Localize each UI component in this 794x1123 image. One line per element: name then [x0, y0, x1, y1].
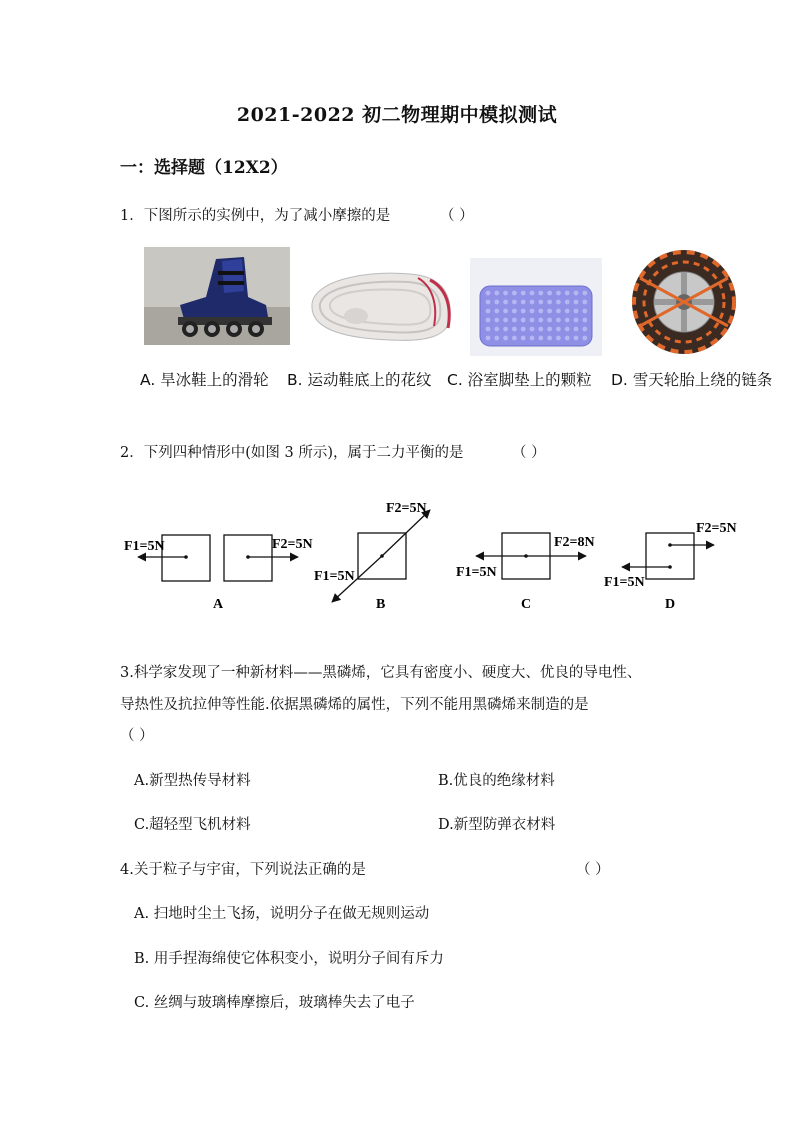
- diagram-c: [456, 533, 595, 612]
- force-label-d2: F2=5N: [696, 521, 737, 536]
- q3-option-b[interactable]: B.优良的绝缘材料: [438, 773, 555, 789]
- section-heading: 一：选择题（12X2）: [120, 158, 288, 178]
- question-4-answer-blank[interactable]: （ ）: [576, 862, 610, 878]
- force-label-b2: F2=5N: [386, 501, 427, 516]
- sneaker-sole-image: [300, 258, 460, 350]
- diagram-d: [604, 521, 737, 612]
- diagram-a: [124, 535, 313, 612]
- force-diagrams: [110, 490, 760, 620]
- block-d: [646, 533, 694, 579]
- diagram-label-c: C: [521, 597, 532, 612]
- roller-skate-image: [144, 247, 290, 345]
- q1-option-a[interactable]: A. 旱冰鞋上的滑轮: [140, 371, 269, 389]
- q1-option-d[interactable]: D. 雪天轮胎上绕的链条: [611, 371, 773, 389]
- diagram-label-b: B: [376, 597, 386, 612]
- diagram-b: [314, 501, 430, 612]
- question-3-line-1: 3.科学家发现了一种新材料——黑磷烯，它具有密度小、硬度大、优良的导电性、: [120, 665, 642, 681]
- force-label-a2: F2=5N: [272, 537, 313, 552]
- question-3-answer-blank[interactable]: （ ）: [120, 728, 154, 744]
- q1-option-b[interactable]: B. 运动鞋底上的花纹: [287, 371, 432, 389]
- question-2-stem: 2．下列四种情形中(如图 3 所示)，属于二力平衡的是: [120, 445, 464, 461]
- force-label-b1: F1=5N: [314, 569, 355, 584]
- diagram-label-d: D: [665, 597, 676, 612]
- force-label-a1: F1=5N: [124, 539, 165, 554]
- q3-option-a[interactable]: A.新型热传导材料: [134, 773, 251, 789]
- question-4-stem: 4.关于粒子与宇宙，下列说法正确的是: [120, 862, 366, 878]
- snow-tire-chain-image: [622, 248, 746, 358]
- q3-option-d[interactable]: D.新型防弹衣材料: [438, 817, 556, 833]
- question-1-answer-blank[interactable]: （ ）: [440, 208, 474, 224]
- q1-option-c[interactable]: C. 浴室脚垫上的颗粒: [447, 371, 592, 389]
- force-label-c2: F2=8N: [554, 535, 595, 550]
- question-2-answer-blank[interactable]: （ ）: [512, 445, 546, 461]
- bath-mat-image: [470, 258, 602, 356]
- force-label-c1: F1=5N: [456, 565, 497, 580]
- page-title: 2021-2022 初二物理期中模拟测试: [236, 104, 558, 126]
- question-3-line-2: 导热性及抗拉伸等性能.依据黑磷烯的属性，下列不能用黑磷烯来制造的是: [120, 697, 589, 713]
- q4-option-a[interactable]: A. 扫地时尘土飞扬，说明分子在做无规则运动: [134, 906, 430, 922]
- q4-option-b[interactable]: B. 用手捏海绵使它体积变小，说明分子间有斥力: [134, 951, 444, 967]
- question-1-stem: 1．下图所示的实例中，为了减小摩擦的是: [120, 208, 391, 224]
- q4-option-c[interactable]: C. 丝绸与玻璃棒摩擦后，玻璃棒失去了电子: [134, 995, 415, 1011]
- q3-option-c[interactable]: C.超轻型飞机材料: [134, 817, 251, 833]
- force-label-d1: F1=5N: [604, 575, 645, 590]
- diagram-label-a: A: [213, 597, 224, 612]
